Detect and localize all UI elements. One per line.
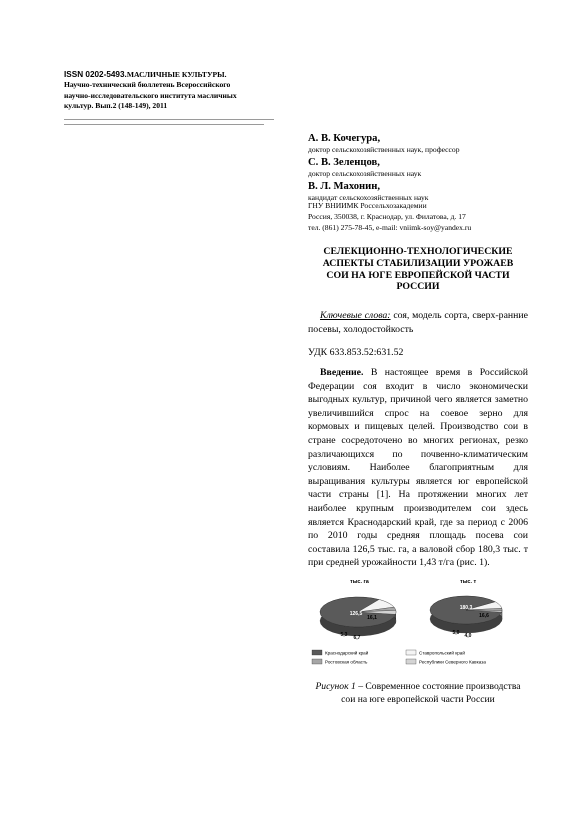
caption-text: – Современное состояние производства сои на юге европейской части России <box>341 681 521 706</box>
article-title-line: СЕЛЕКЦИОННО-ТЕХНОЛОГИЧЕСКИЕ <box>323 246 513 257</box>
journal-title: МАСЛИЧНЫЕ КУЛЬТУРЫ. <box>126 70 227 79</box>
article-title-line: РОССИИ <box>396 281 440 293</box>
article-title <box>308 246 528 293</box>
keywords-label: Ключевые слова: <box>320 310 391 321</box>
legend-swatch <box>312 650 322 655</box>
keywords-paragraph <box>308 309 528 336</box>
affiliation-contacts: тел. (861) 275-78-45, e-mail: vniimk-soy@yandex.ru <box>308 223 472 232</box>
legend-swatch <box>406 659 416 664</box>
legend-swatch <box>406 650 416 655</box>
journal-line-2: Научно-технический бюллетень Всероссийского <box>64 80 231 90</box>
affiliation-org: ГНУ ВНИИМК Россельхозакадемии <box>308 201 427 210</box>
udc-code: УДК 633.853.52:631.52 <box>308 347 404 358</box>
legend-label: Ростовская область <box>325 659 368 665</box>
pie-value-label: 16,6 <box>479 613 489 619</box>
article-title-line: СОИ НА ЮГЕ ЕВРОПЕЙСКОЙ ЧАСТИ <box>326 269 510 281</box>
caption-label: Рисунок 1 <box>315 681 356 692</box>
authors-block <box>308 133 528 203</box>
pie-value-label: 6,7 <box>353 635 361 641</box>
legend-label: Краснодарский край <box>325 650 369 656</box>
pie-value-label: 5,0 <box>452 630 460 636</box>
legend-label: Ставропольский край <box>419 650 465 656</box>
issn: ISSN 0202-5493. <box>64 70 127 79</box>
affiliation-address: Россия, 350038, г. Краснодар, ул. Филатова, д. 17 <box>308 212 466 221</box>
affiliation-block <box>308 200 528 233</box>
author-name: С. В. Зеленцов, <box>308 157 380 168</box>
keywords-text: соя, модель сорта, сверх-ранние посевы, холодостойкость <box>308 310 528 335</box>
pie-chart-figure <box>308 576 528 668</box>
intro-paragraph <box>308 366 528 570</box>
header-rule-top <box>64 119 274 120</box>
pie-1 <box>320 579 396 641</box>
legend-swatch <box>312 659 322 664</box>
chart-legend <box>312 649 486 664</box>
journal-line-3: научно-исследовательского института масличных <box>64 90 237 100</box>
pie-2 <box>430 579 502 639</box>
figure-caption <box>308 680 528 706</box>
pie-title: тыс. га <box>350 579 369 585</box>
pie-title: тыс. т <box>460 579 477 585</box>
journal-line-4: культур. Вып.2 (148-149), 2011 <box>64 101 168 111</box>
author-role: доктор сельскохозяйственных наук <box>308 169 422 178</box>
pie-value-label: 180,3 <box>459 605 473 611</box>
author-name: А. В. Кочегура, <box>308 133 381 144</box>
author-role: доктор сельскохозяйственных наук, профессор <box>308 145 460 154</box>
pie-value-label: 4,0 <box>464 633 472 639</box>
author-role: кандидат сельскохозяйственных наук <box>308 193 429 202</box>
author-name: В. Л. Махонин, <box>308 181 380 192</box>
legend-label: Республики Северного Кавказа <box>419 659 486 665</box>
pie-value-label: 16,1 <box>367 615 377 621</box>
pie-value-label: 5,3 <box>340 632 348 638</box>
journal-header <box>64 70 274 112</box>
header-rule-bottom <box>64 124 264 125</box>
article-title-line: АСПЕКТЫ СТАБИЛИЗАЦИИ УРОЖАЕВ <box>322 257 514 269</box>
pie-value-label: 126,5 <box>349 611 363 617</box>
intro-label: Введение. <box>320 367 364 378</box>
intro-text: В настоящее время в Российской Федерации соя входит в число экономически выгодных культур, причиной чего является заметно увеличившийся спрос на соевое зерно для кормовых и пищевых целей. Производство сои в стране сосредоточено во многих регионах, резко различающихся по почвенно-климатическим условиям. Наиболее благоприятным для выращивания культуры является юг европейской части страны [1]. На протяжении многих лет наиболее крупным производителем сои здесь является Краснодарский край, где за период с 2006 по 2010 годы средняя площадь посева сои составила 126,5 тыс. га, а валовой сбор 180,3 тыс. т при средней урожайности 1,43 т/га (рис. 1). <box>308 367 528 569</box>
